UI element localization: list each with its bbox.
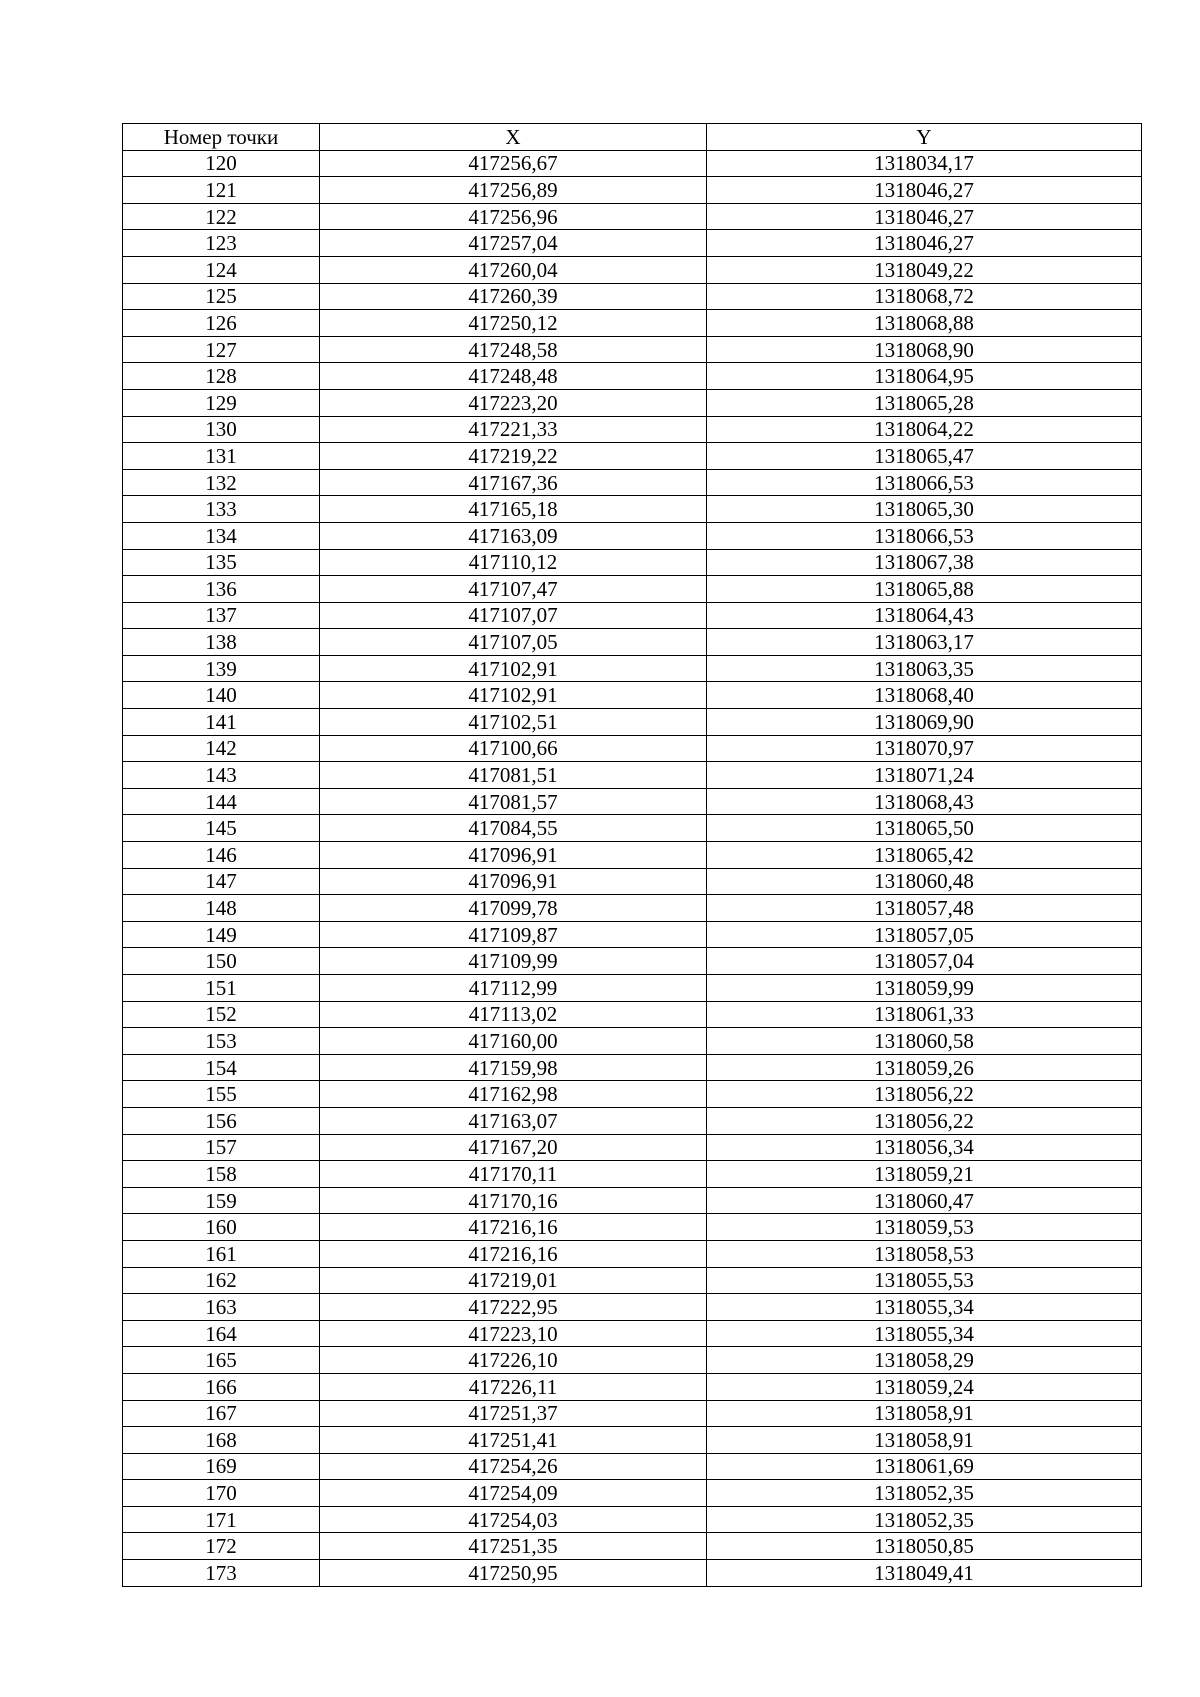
cell-y: 1318068,43: [707, 788, 1142, 815]
cell-point-number: 153: [123, 1028, 320, 1055]
table-row: [123, 682, 1142, 709]
cell-point-number: 159: [123, 1187, 320, 1214]
table-row: [123, 336, 1142, 363]
cell-point-number: 149: [123, 921, 320, 948]
table-row: [123, 549, 1142, 576]
cell-x: 417254,09: [320, 1480, 707, 1507]
cell-y: 1318059,26: [707, 1054, 1142, 1081]
table-row: [123, 1294, 1142, 1321]
table-row: [123, 469, 1142, 496]
cell-point-number: 165: [123, 1347, 320, 1374]
cell-y: 1318065,28: [707, 389, 1142, 416]
cell-y: 1318055,34: [707, 1320, 1142, 1347]
cell-y: 1318059,24: [707, 1373, 1142, 1400]
cell-y: 1318067,38: [707, 549, 1142, 576]
table-row: [123, 389, 1142, 416]
cell-x: 417251,41: [320, 1427, 707, 1454]
table-row: [123, 868, 1142, 895]
cell-x: 417107,47: [320, 576, 707, 603]
cell-y: 1318064,22: [707, 416, 1142, 443]
cell-y: 1318057,04: [707, 948, 1142, 975]
cell-x: 417251,35: [320, 1533, 707, 1560]
cell-y: 1318046,27: [707, 203, 1142, 230]
cell-x: 417260,39: [320, 283, 707, 310]
cell-y: 1318059,53: [707, 1214, 1142, 1241]
cell-point-number: 167: [123, 1400, 320, 1427]
table-row: [123, 363, 1142, 390]
header-row: [123, 124, 1142, 151]
table-body: [123, 150, 1142, 1586]
cell-point-number: 121: [123, 177, 320, 204]
cell-y: 1318064,43: [707, 602, 1142, 629]
cell-y: 1318063,35: [707, 655, 1142, 682]
cell-y: 1318058,53: [707, 1240, 1142, 1267]
table-row: [123, 762, 1142, 789]
cell-y: 1318052,35: [707, 1480, 1142, 1507]
cell-x: 417170,16: [320, 1187, 707, 1214]
cell-y: 1318060,48: [707, 868, 1142, 895]
table-row: [123, 1240, 1142, 1267]
cell-y: 1318058,91: [707, 1400, 1142, 1427]
cell-point-number: 140: [123, 682, 320, 709]
cell-y: 1318046,27: [707, 177, 1142, 204]
table-row: [123, 1533, 1142, 1560]
table-row: [123, 283, 1142, 310]
cell-y: 1318061,33: [707, 1001, 1142, 1028]
cell-x: 417084,55: [320, 815, 707, 842]
table-row: [123, 895, 1142, 922]
cell-x: 417170,11: [320, 1161, 707, 1188]
cell-y: 1318057,05: [707, 921, 1142, 948]
cell-point-number: 154: [123, 1054, 320, 1081]
cell-point-number: 150: [123, 948, 320, 975]
cell-x: 417163,09: [320, 522, 707, 549]
cell-x: 417163,07: [320, 1107, 707, 1134]
cell-point-number: 146: [123, 842, 320, 869]
cell-y: 1318050,85: [707, 1533, 1142, 1560]
cell-point-number: 170: [123, 1480, 320, 1507]
header-y: Y: [707, 124, 1142, 151]
cell-point-number: 152: [123, 1001, 320, 1028]
cell-point-number: 120: [123, 150, 320, 177]
cell-x: 417219,01: [320, 1267, 707, 1294]
table-row: [123, 1400, 1142, 1427]
cell-point-number: 131: [123, 443, 320, 470]
cell-x: 417254,26: [320, 1453, 707, 1480]
cell-y: 1318057,48: [707, 895, 1142, 922]
table-row: [123, 921, 1142, 948]
cell-point-number: 126: [123, 310, 320, 337]
cell-y: 1318065,30: [707, 496, 1142, 523]
table-row: [123, 203, 1142, 230]
cell-y: 1318071,24: [707, 762, 1142, 789]
cell-point-number: 141: [123, 709, 320, 736]
table-row: [123, 842, 1142, 869]
cell-point-number: 136: [123, 576, 320, 603]
cell-y: 1318055,34: [707, 1294, 1142, 1321]
cell-x: 417222,95: [320, 1294, 707, 1321]
table-row: [123, 948, 1142, 975]
cell-point-number: 129: [123, 389, 320, 416]
table-row: [123, 1320, 1142, 1347]
cell-point-number: 163: [123, 1294, 320, 1321]
cell-x: 417160,00: [320, 1028, 707, 1055]
cell-x: 417250,12: [320, 310, 707, 337]
cell-point-number: 135: [123, 549, 320, 576]
cell-point-number: 166: [123, 1373, 320, 1400]
cell-y: 1318065,88: [707, 576, 1142, 603]
cell-x: 417110,12: [320, 549, 707, 576]
cell-point-number: 122: [123, 203, 320, 230]
cell-point-number: 128: [123, 363, 320, 390]
cell-point-number: 138: [123, 629, 320, 656]
cell-x: 417256,67: [320, 150, 707, 177]
cell-y: 1318066,53: [707, 522, 1142, 549]
cell-x: 417102,51: [320, 709, 707, 736]
table-row: [123, 230, 1142, 257]
cell-x: 417099,78: [320, 895, 707, 922]
cell-y: 1318056,34: [707, 1134, 1142, 1161]
table-row: [123, 496, 1142, 523]
cell-y: 1318063,17: [707, 629, 1142, 656]
table-row: [123, 310, 1142, 337]
cell-point-number: 168: [123, 1427, 320, 1454]
header-point-number: Номер точки: [123, 124, 320, 151]
cell-y: 1318066,53: [707, 469, 1142, 496]
cell-y: 1318065,47: [707, 443, 1142, 470]
cell-x: 417109,87: [320, 921, 707, 948]
cell-y: 1318049,22: [707, 256, 1142, 283]
table-header: [123, 124, 1142, 151]
cell-point-number: 151: [123, 975, 320, 1002]
cell-point-number: 147: [123, 868, 320, 895]
cell-x: 417257,04: [320, 230, 707, 257]
table-row: [123, 602, 1142, 629]
cell-y: 1318068,72: [707, 283, 1142, 310]
cell-point-number: 157: [123, 1134, 320, 1161]
cell-point-number: 130: [123, 416, 320, 443]
table-row: [123, 416, 1142, 443]
cell-x: 417256,89: [320, 177, 707, 204]
cell-point-number: 164: [123, 1320, 320, 1347]
table-row: [123, 443, 1142, 470]
cell-x: 417254,03: [320, 1506, 707, 1533]
cell-y: 1318059,99: [707, 975, 1142, 1002]
cell-x: 417100,66: [320, 735, 707, 762]
table-row: [123, 709, 1142, 736]
table-row: [123, 576, 1142, 603]
cell-point-number: 143: [123, 762, 320, 789]
table-row: [123, 1107, 1142, 1134]
cell-point-number: 148: [123, 895, 320, 922]
cell-x: 417256,96: [320, 203, 707, 230]
cell-point-number: 137: [123, 602, 320, 629]
cell-point-number: 139: [123, 655, 320, 682]
cell-y: 1318046,27: [707, 230, 1142, 257]
cell-x: 417112,99: [320, 975, 707, 1002]
cell-x: 417113,02: [320, 1001, 707, 1028]
cell-point-number: 123: [123, 230, 320, 257]
cell-x: 417216,16: [320, 1240, 707, 1267]
cell-x: 417107,05: [320, 629, 707, 656]
table-row: [123, 522, 1142, 549]
cell-point-number: 172: [123, 1533, 320, 1560]
cell-y: 1318068,40: [707, 682, 1142, 709]
cell-point-number: 125: [123, 283, 320, 310]
cell-y: 1318052,35: [707, 1506, 1142, 1533]
cell-x: 417223,10: [320, 1320, 707, 1347]
cell-y: 1318068,88: [707, 310, 1142, 337]
cell-y: 1318049,41: [707, 1560, 1142, 1587]
table-row: [123, 1427, 1142, 1454]
table-row: [123, 1560, 1142, 1587]
cell-point-number: 145: [123, 815, 320, 842]
cell-x: 417216,16: [320, 1214, 707, 1241]
cell-x: 417248,48: [320, 363, 707, 390]
cell-x: 417251,37: [320, 1400, 707, 1427]
table-row: [123, 629, 1142, 656]
cell-y: 1318064,95: [707, 363, 1142, 390]
cell-x: 417102,91: [320, 682, 707, 709]
table-row: [123, 1187, 1142, 1214]
cell-x: 417096,91: [320, 842, 707, 869]
cell-y: 1318070,97: [707, 735, 1142, 762]
cell-x: 417221,33: [320, 416, 707, 443]
cell-point-number: 156: [123, 1107, 320, 1134]
cell-y: 1318068,90: [707, 336, 1142, 363]
table-row: [123, 1214, 1142, 1241]
table-row: [123, 1081, 1142, 1108]
table-row: [123, 177, 1142, 204]
cell-x: 417223,20: [320, 389, 707, 416]
table-row: [123, 150, 1142, 177]
cell-y: 1318056,22: [707, 1107, 1142, 1134]
cell-point-number: 127: [123, 336, 320, 363]
cell-point-number: 134: [123, 522, 320, 549]
cell-point-number: 161: [123, 1240, 320, 1267]
cell-point-number: 124: [123, 256, 320, 283]
cell-y: 1318056,22: [707, 1081, 1142, 1108]
table-row: [123, 655, 1142, 682]
table-row: [123, 1347, 1142, 1374]
table-row: [123, 735, 1142, 762]
cell-x: 417081,57: [320, 788, 707, 815]
cell-point-number: 171: [123, 1506, 320, 1533]
table-row: [123, 975, 1142, 1002]
cell-y: 1318059,21: [707, 1161, 1142, 1188]
cell-point-number: 173: [123, 1560, 320, 1587]
cell-x: 417219,22: [320, 443, 707, 470]
cell-x: 417167,36: [320, 469, 707, 496]
cell-x: 417250,95: [320, 1560, 707, 1587]
table-row: [123, 1373, 1142, 1400]
table-row: [123, 1480, 1142, 1507]
cell-point-number: 132: [123, 469, 320, 496]
table-row: [123, 1267, 1142, 1294]
cell-point-number: 144: [123, 788, 320, 815]
cell-y: 1318065,42: [707, 842, 1142, 869]
cell-x: 417226,10: [320, 1347, 707, 1374]
cell-point-number: 160: [123, 1214, 320, 1241]
cell-y: 1318055,53: [707, 1267, 1142, 1294]
cell-x: 417081,51: [320, 762, 707, 789]
cell-y: 1318058,91: [707, 1427, 1142, 1454]
coordinates-table: [122, 123, 1142, 1587]
cell-point-number: 142: [123, 735, 320, 762]
cell-x: 417096,91: [320, 868, 707, 895]
cell-y: 1318060,47: [707, 1187, 1142, 1214]
table-row: [123, 1453, 1142, 1480]
header-x: X: [320, 124, 707, 151]
cell-x: 417226,11: [320, 1373, 707, 1400]
table-row: [123, 1134, 1142, 1161]
cell-point-number: 162: [123, 1267, 320, 1294]
table-row: [123, 1054, 1142, 1081]
cell-point-number: 133: [123, 496, 320, 523]
cell-x: 417159,98: [320, 1054, 707, 1081]
cell-x: 417248,58: [320, 336, 707, 363]
cell-x: 417102,91: [320, 655, 707, 682]
cell-y: 1318058,29: [707, 1347, 1142, 1374]
cell-point-number: 155: [123, 1081, 320, 1108]
cell-x: 417162,98: [320, 1081, 707, 1108]
table-row: [123, 815, 1142, 842]
table-row: [123, 788, 1142, 815]
cell-x: 417260,04: [320, 256, 707, 283]
cell-point-number: 158: [123, 1161, 320, 1188]
cell-y: 1318061,69: [707, 1453, 1142, 1480]
table-row: [123, 1028, 1142, 1055]
cell-x: 417109,99: [320, 948, 707, 975]
cell-x: 417165,18: [320, 496, 707, 523]
table-row: [123, 1001, 1142, 1028]
cell-y: 1318034,17: [707, 150, 1142, 177]
cell-point-number: 169: [123, 1453, 320, 1480]
table-row: [123, 256, 1142, 283]
cell-y: 1318060,58: [707, 1028, 1142, 1055]
table-row: [123, 1161, 1142, 1188]
cell-x: 417107,07: [320, 602, 707, 629]
cell-y: 1318069,90: [707, 709, 1142, 736]
cell-x: 417167,20: [320, 1134, 707, 1161]
cell-y: 1318065,50: [707, 815, 1142, 842]
table-row: [123, 1506, 1142, 1533]
